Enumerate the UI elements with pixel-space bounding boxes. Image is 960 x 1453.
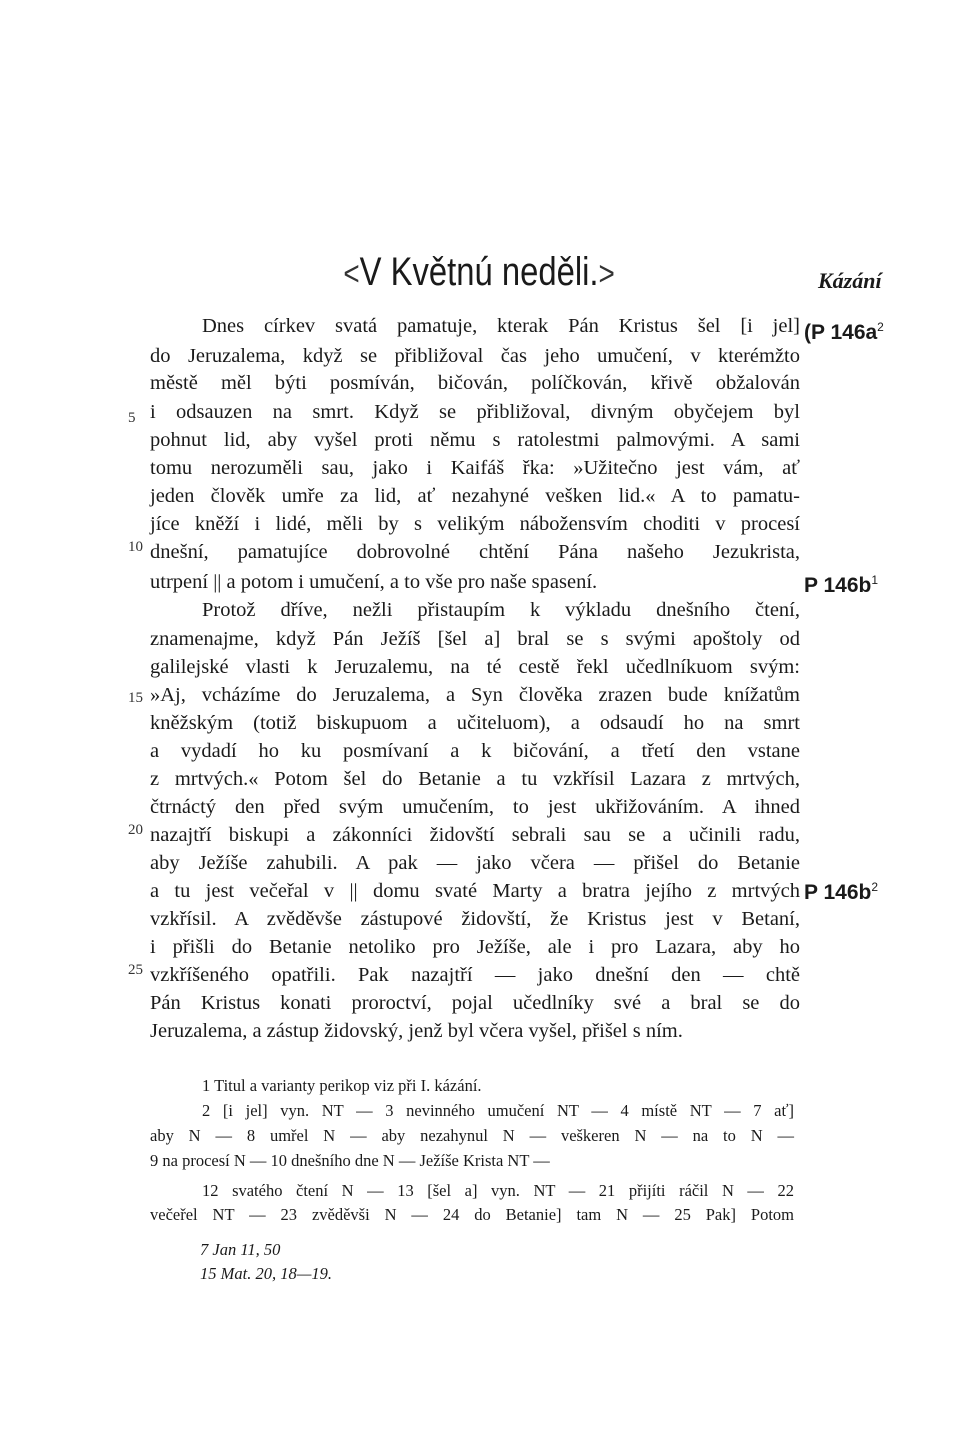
text-line: vzkřísil. A zvěděvše zástupové židovští, že Kristus jest v Betaní,: [150, 908, 800, 930]
text-line: nazajtří biskupi a zákonníci židovští sebrali sau se a učinili radu,: [150, 824, 800, 846]
text-line: aby Ježíše zahubili. A pak — jako včera — přišel do Betanie: [150, 852, 800, 874]
line-number: 5: [128, 410, 136, 426]
line-number: 15: [128, 690, 143, 706]
note-line: 2 [i jel] vyn. NT — 3 nevinného umučení NT — 4 místě NT — 7 ať]: [202, 1101, 794, 1120]
note-line: 9 na procesí N — 10 dnešního dne N — Ježíše Krista NT —: [150, 1151, 550, 1170]
text-line: Dnes církev svatá pamatuje, kterak Pán Kristus šel [i jel]: [202, 315, 800, 337]
text-line: a vydadí ho ku posmívaní a k bičování, a třetí den vstane: [150, 740, 800, 762]
text-line: do Jeruzalema, když se přibližoval čas jeho umučení, v kterémžto: [150, 345, 800, 367]
line-number: 25: [128, 962, 143, 978]
text-line: z mrtvých.« Potom šel do Betanie a tu vzkřísil Lazara z mrtvých,: [150, 768, 800, 790]
text-line: znamenajme, když Pán Ježíš [šel a] bral se s svými apoštoly od: [150, 628, 800, 650]
text-line: i přišli do Betanie netoliko pro Ježíše, ale i pro Lazara, aby ho: [150, 936, 800, 958]
reference-line: 7 Jan 11, 50: [200, 1240, 281, 1259]
text-line: Jeruzalema, a zástup židovský, jenž byl včera vyšel, přišel s ním.: [150, 1020, 683, 1042]
biblical-references: [200, 1240, 332, 1288]
text-line: tomu nerozuměli sau, jako i Kaifáš řka: »Užitečno jest vám, ať: [150, 457, 800, 479]
title-close-bracket: >: [598, 255, 615, 293]
line-number: 20: [128, 822, 143, 838]
title-text: V Květnú neděli.: [359, 250, 599, 294]
text-line: dnešní, pamatujíce dobrovolné chtění Pána našeho Jezukrista,: [150, 541, 800, 563]
text-line: Pán Kristus konati proroctví, pojal učedlníky své a bral se do: [150, 992, 800, 1014]
margin-ref-3: P $146b^2$: [804, 880, 879, 904]
text-line: utrpení || a potom i umučení, a to vše pro naše spasení.: [150, 571, 598, 593]
text-line: kněžským (totiž biskupuom a učiteluom), a odsaudí ho na smrt: [150, 712, 800, 734]
note-line: 12 svatého čtení N — 13 [šel a] vyn. NT — 21 přijíti ráčil N — 22: [202, 1181, 794, 1200]
margin-ref-1: (P $146a^2$: [804, 320, 884, 344]
text-line: »Aj, vcházíme do Jeruzalema, a Syn člověka zrazen bude knížatům: [150, 684, 800, 706]
text-line: galilejské vlasti k Jeruzalemu, na té cestě řekl učedlníkuom svým:: [150, 656, 800, 678]
margin-ref-2: P $146b^1$: [804, 573, 879, 597]
text-line: a tu jest večeřal v || domu svaté Marty a bratra jejího z mrtvých: [150, 880, 800, 902]
text-line: jeden člověk umře za lid, ať nezahyné vešken lid.« A to pamatu-: [150, 485, 800, 507]
text-line: pohnut lid, aby vyšel proti němu s ratolestmi palmovými. A sami: [150, 429, 800, 451]
text-line: jíce kněží i lidé, měli by s velikým nábožensvím choditi v procesí: [150, 513, 800, 535]
text-line: čtrnáctý den před svým umučením, to jest ukřižováním. A ihned: [150, 796, 800, 818]
note-line: 1 Titul a varianty perikop viz při I. kázání.: [202, 1076, 482, 1095]
text-line: vzkříšeného opatřili. Pak nazajtří — jako dnešní den — chtě: [150, 964, 800, 986]
text-line: Protož dříve, nežli přistaupím k výkladu dnešního čtení,: [202, 599, 800, 621]
sermon-title: [86, 250, 873, 295]
note-line: večeřel NT — 23 zvěděvši N — 24 do Betanie] tam N — 25 Pak] Potom: [150, 1205, 794, 1224]
text-line: městě měl býti posmíván, bičován, políčkován, křivě obžalován: [150, 372, 800, 394]
title-open-bracket: <: [343, 255, 360, 293]
line-number: 10: [128, 539, 143, 555]
note-line: aby N — 8 umřel N — aby nezahynul N — veškeren N — na to N —: [150, 1126, 794, 1145]
margin-label: Kázání: [818, 268, 882, 293]
reference-line: 15 Mat. 20, 18—19.: [200, 1264, 332, 1283]
text-line: i odsauzen na smrt. Když se přibližoval, divným obyčejem byl: [150, 401, 800, 423]
